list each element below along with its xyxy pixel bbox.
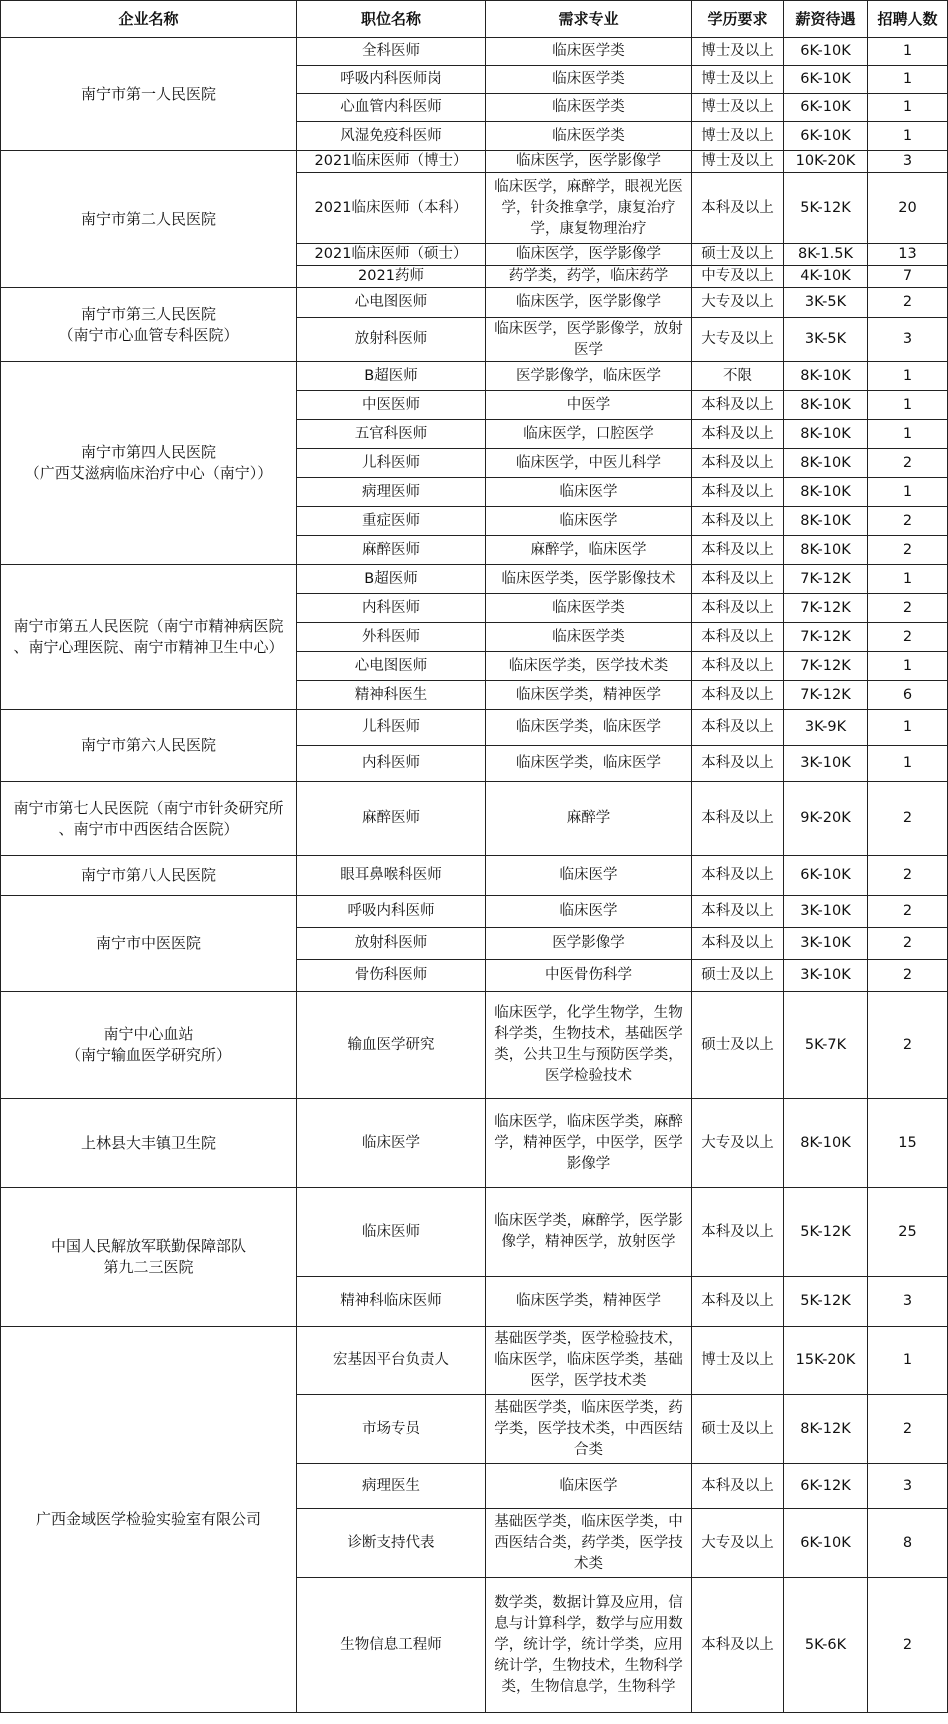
salary-cell: 6K-10K [784, 66, 868, 94]
salary-cell: 8K-10K [784, 362, 868, 391]
major-cell: 临床医学 [486, 856, 692, 896]
salary-cell: 3K-5K [784, 318, 868, 362]
job-title-cell: 骨伤科医师 [297, 960, 486, 992]
job-title-cell: 临床医师 [297, 1188, 486, 1277]
company-name-cell [1, 710, 297, 782]
job-title-cell: 呼吸内科医师 [297, 896, 486, 928]
headcount-cell: 3 [868, 318, 948, 362]
job-title-cell: 全科医师 [297, 38, 486, 66]
table-row [1, 1099, 948, 1188]
salary-cell: 7K-12K [784, 623, 868, 652]
headcount-cell: 1 [868, 362, 948, 391]
major-cell: 中医学 [486, 391, 692, 420]
education-cell: 博士及以上 [692, 66, 784, 94]
headcount-cell: 7 [868, 266, 948, 288]
table-row [1, 38, 948, 66]
job-title-cell: 麻醉医师 [297, 536, 486, 565]
headcount-cell: 1 [868, 420, 948, 449]
salary-cell: 8K-10K [784, 1099, 868, 1188]
education-cell: 本科及以上 [692, 681, 784, 710]
major-cell: 基础医学类，临床医学类，药学类，医学技术类，中西医结合类 [486, 1395, 692, 1464]
company-name-line: 第九二三医院 [103, 1258, 194, 1276]
major-cell: 临床医学类 [486, 594, 692, 623]
major-cell: 临床医学类 [486, 94, 692, 122]
job-title-cell: 内科医师 [297, 594, 486, 623]
company-name-line: （南宁输血医学研究所） [65, 1046, 231, 1064]
education-cell: 本科及以上 [692, 1188, 784, 1277]
salary-cell: 6K-10K [784, 94, 868, 122]
education-cell: 大专及以上 [692, 1509, 784, 1578]
education-cell: 本科及以上 [692, 856, 784, 896]
job-title-cell: 输血医学研究 [297, 992, 486, 1099]
education-cell: 本科及以上 [692, 449, 784, 478]
education-cell: 本科及以上 [692, 391, 784, 420]
table-row [1, 1327, 948, 1395]
company-name-line: 南宁市第八人民医院 [80, 866, 216, 884]
major-cell: 临床医学 [486, 896, 692, 928]
headcount-cell: 1 [868, 478, 948, 507]
salary-cell: 3K-10K [784, 928, 868, 960]
company-name-line: 南宁市中医医院 [95, 934, 201, 952]
education-cell: 硕士及以上 [692, 992, 784, 1099]
job-title-cell: 儿科医师 [297, 449, 486, 478]
education-cell: 本科及以上 [692, 478, 784, 507]
salary-cell: 7K-12K [784, 594, 868, 623]
job-title-cell: 2021临床医师（本科） [297, 173, 486, 244]
education-cell: 本科及以上 [692, 507, 784, 536]
headcount-cell: 2 [868, 928, 948, 960]
headcount-cell: 2 [868, 1578, 948, 1713]
job-title-cell: 风湿免疫科医师 [297, 122, 486, 151]
company-name-line: （广西艾滋病临床治疗中心（南宁）） [24, 464, 273, 482]
major-cell: 临床医学类，临床医学 [486, 746, 692, 782]
salary-cell: 10K-20K [784, 151, 868, 173]
job-title-cell: 重症医师 [297, 507, 486, 536]
salary-cell: 9K-20K [784, 782, 868, 856]
headcount-cell: 25 [868, 1188, 948, 1277]
education-cell: 本科及以上 [692, 1277, 784, 1327]
job-title-cell: 诊断支持代表 [297, 1509, 486, 1578]
education-cell: 本科及以上 [692, 746, 784, 782]
job-title-cell: 精神科医生 [297, 681, 486, 710]
company-name-cell [1, 896, 297, 992]
company-name-cell [1, 1099, 297, 1188]
headcount-cell: 1 [868, 66, 948, 94]
company-name-line: 、南宁心理医院、南宁市精神卫生中心） [13, 638, 284, 656]
major-cell: 临床医学类 [486, 66, 692, 94]
headcount-cell: 3 [868, 1464, 948, 1509]
company-name-line: 广西金域医学检验实验室有限公司 [35, 1510, 261, 1528]
major-cell: 基础医学类，医学检验技术，临床医学，临床医学类，基础医学，医学技术类 [486, 1327, 692, 1395]
company-name-cell [1, 38, 297, 151]
table-row [1, 362, 948, 391]
headcount-cell: 1 [868, 94, 948, 122]
job-title-cell: 宏基因平台负责人 [297, 1327, 486, 1395]
salary-cell: 6K-10K [784, 38, 868, 66]
education-cell: 本科及以上 [692, 710, 784, 746]
major-cell: 临床医学类，麻醉学，医学影像学，精神医学，放射医学 [486, 1188, 692, 1277]
company-name-line: 南宁中心血站 [103, 1025, 194, 1043]
headcount-cell: 2 [868, 1395, 948, 1464]
education-cell: 硕士及以上 [692, 244, 784, 266]
company-name-line: 南宁市第二人民医院 [80, 209, 216, 228]
headcount-cell: 2 [868, 449, 948, 478]
job-title-cell: 麻醉医师 [297, 782, 486, 856]
headcount-cell: 2 [868, 960, 948, 992]
salary-cell: 5K-12K [784, 173, 868, 244]
job-title-cell: B超医师 [297, 362, 486, 391]
salary-cell: 3K-5K [784, 288, 868, 318]
education-cell: 博士及以上 [692, 38, 784, 66]
company-name-line: 南宁市第三人民医院 [80, 304, 216, 323]
education-cell: 本科及以上 [692, 536, 784, 565]
salary-cell: 5K-12K [784, 1188, 868, 1277]
salary-cell: 8K-10K [784, 449, 868, 478]
major-cell: 临床医学，医学影像学 [486, 244, 692, 266]
job-title-cell: 病理医生 [297, 1464, 486, 1509]
job-title-cell: 2021药师 [297, 266, 486, 288]
education-cell: 博士及以上 [692, 122, 784, 151]
salary-cell: 3K-9K [784, 710, 868, 746]
company-name-cell [1, 782, 297, 856]
major-cell: 临床医学，医学影像学，放射医学 [486, 318, 692, 362]
salary-cell: 8K-10K [784, 507, 868, 536]
education-cell: 本科及以上 [692, 782, 784, 856]
table-body [1, 38, 948, 1713]
major-cell: 医学影像学 [486, 928, 692, 960]
job-title-cell: 五官科医师 [297, 420, 486, 449]
major-cell: 临床医学，化学生物学，生物科学类，生物技术，基础医学类，公共卫生与预防医学类，医学检验技术 [486, 992, 692, 1099]
headcount-cell: 2 [868, 536, 948, 565]
salary-cell: 7K-12K [784, 565, 868, 594]
headcount-cell: 20 [868, 173, 948, 244]
salary-cell: 7K-12K [784, 652, 868, 681]
headcount-cell: 1 [868, 391, 948, 420]
headcount-cell: 2 [868, 856, 948, 896]
education-cell: 博士及以上 [692, 94, 784, 122]
company-name-line: 、南宁市中西医结合医院） [58, 819, 239, 838]
salary-cell: 4K-10K [784, 266, 868, 288]
major-cell: 临床医学，中医儿科学 [486, 449, 692, 478]
table-row [1, 288, 948, 318]
education-cell: 博士及以上 [692, 1327, 784, 1395]
education-cell: 本科及以上 [692, 1464, 784, 1509]
company-name-cell [1, 362, 297, 565]
header-company: 企业名称 [1, 1, 297, 38]
table-row [1, 565, 948, 594]
company-name-line: （南宁市心血管专科医院） [58, 325, 239, 344]
company-name-line: 南宁市第一人民医院 [80, 84, 216, 103]
major-cell: 临床医学，医学影像学 [486, 288, 692, 318]
major-cell: 临床医学类，精神医学 [486, 1277, 692, 1327]
table-row [1, 896, 948, 928]
major-cell: 临床医学类，医学影像技术 [486, 565, 692, 594]
education-cell: 本科及以上 [692, 594, 784, 623]
education-cell: 大专及以上 [692, 318, 784, 362]
education-cell: 硕士及以上 [692, 960, 784, 992]
major-cell: 临床医学类，精神医学 [486, 681, 692, 710]
education-cell: 本科及以上 [692, 652, 784, 681]
salary-cell: 8K-1.5K [784, 244, 868, 266]
salary-cell: 8K-10K [784, 536, 868, 565]
job-title-cell: 心血管内科医师 [297, 94, 486, 122]
headcount-cell: 6 [868, 681, 948, 710]
headcount-cell: 1 [868, 38, 948, 66]
salary-cell: 8K-10K [784, 478, 868, 507]
table-row [1, 1188, 948, 1277]
major-cell: 临床医学，临床医学类，麻醉学，精神医学，中医学，医学影像学 [486, 1099, 692, 1188]
headcount-cell: 2 [868, 623, 948, 652]
job-title-cell: 内科医师 [297, 746, 486, 782]
header-major: 需求专业 [486, 1, 692, 38]
job-title-cell: 精神科临床医师 [297, 1277, 486, 1327]
major-cell: 药学类，药学，临床药学 [486, 266, 692, 288]
job-title-cell: 生物信息工程师 [297, 1578, 486, 1713]
salary-cell: 5K-12K [784, 1277, 868, 1327]
major-cell: 数学类，数据计算及应用，信息与计算科学，数学与应用数学，统计学，统计学类，应用统计学，生物技术，生物科学类，生物信息学，生物科学 [486, 1578, 692, 1713]
job-title-cell: 中医医师 [297, 391, 486, 420]
job-title-cell: 儿科医师 [297, 710, 486, 746]
salary-cell: 6K-10K [784, 856, 868, 896]
education-cell: 不限 [692, 362, 784, 391]
major-cell: 临床医学，口腔医学 [486, 420, 692, 449]
job-title-cell: 心电图医师 [297, 652, 486, 681]
education-cell: 本科及以上 [692, 420, 784, 449]
job-title-cell: 放射科医师 [297, 928, 486, 960]
salary-cell: 7K-12K [784, 681, 868, 710]
header-education: 学历要求 [692, 1, 784, 38]
salary-cell: 3K-10K [784, 746, 868, 782]
education-cell: 本科及以上 [692, 173, 784, 244]
major-cell: 基础医学类，临床医学类，中西医结合类，药学类，医学技术类 [486, 1509, 692, 1578]
job-title-cell: 心电图医师 [297, 288, 486, 318]
header-count: 招聘人数 [868, 1, 948, 38]
table-row [1, 992, 948, 1099]
header-salary: 薪资待遇 [784, 1, 868, 38]
major-cell: 临床医学类 [486, 38, 692, 66]
salary-cell: 6K-10K [784, 1509, 868, 1578]
salary-cell: 3K-10K [784, 960, 868, 992]
major-cell: 麻醉学 [486, 782, 692, 856]
salary-cell: 8K-10K [784, 391, 868, 420]
headcount-cell: 1 [868, 652, 948, 681]
major-cell: 麻醉学，临床医学 [486, 536, 692, 565]
job-title-cell: 2021临床医师（博士） [297, 151, 486, 173]
job-title-cell: 呼吸内科医师岗 [297, 66, 486, 94]
education-cell: 中专及以上 [692, 266, 784, 288]
company-name-cell [1, 565, 297, 710]
education-cell: 博士及以上 [692, 151, 784, 173]
table-row [1, 710, 948, 746]
education-cell: 本科及以上 [692, 623, 784, 652]
header-job: 职位名称 [297, 1, 486, 38]
headcount-cell: 15 [868, 1099, 948, 1188]
education-cell: 本科及以上 [692, 896, 784, 928]
major-cell: 临床医学 [486, 1464, 692, 1509]
company-name-cell [1, 151, 297, 288]
education-cell: 本科及以上 [692, 1578, 784, 1713]
major-cell: 临床医学类，医学技术类 [486, 652, 692, 681]
company-name-cell [1, 1188, 297, 1327]
education-cell: 本科及以上 [692, 565, 784, 594]
headcount-cell: 3 [868, 1277, 948, 1327]
headcount-cell: 1 [868, 1327, 948, 1395]
table-row [1, 856, 948, 896]
major-cell: 临床医学 [486, 478, 692, 507]
headcount-cell: 1 [868, 565, 948, 594]
salary-cell: 5K-6K [784, 1578, 868, 1713]
headcount-cell: 2 [868, 288, 948, 318]
job-title-cell: 2021临床医师（硕士） [297, 244, 486, 266]
headcount-cell: 8 [868, 1509, 948, 1578]
job-title-cell: 临床医学 [297, 1099, 486, 1188]
salary-cell: 6K-12K [784, 1464, 868, 1509]
header-row [1, 1, 948, 38]
headcount-cell: 2 [868, 992, 948, 1099]
headcount-cell: 2 [868, 782, 948, 856]
company-name-cell [1, 1327, 297, 1713]
major-cell: 临床医学 [486, 507, 692, 536]
headcount-cell: 13 [868, 244, 948, 266]
major-cell: 临床医学类 [486, 122, 692, 151]
headcount-cell: 2 [868, 896, 948, 928]
company-name-line: 南宁市第五人民医院（南宁市精神病医院 [13, 617, 284, 635]
headcount-cell: 1 [868, 122, 948, 151]
salary-cell: 3K-10K [784, 896, 868, 928]
salary-cell: 8K-12K [784, 1395, 868, 1464]
company-name-line: 上林县大丰镇卫生院 [80, 1133, 216, 1152]
education-cell: 本科及以上 [692, 928, 784, 960]
major-cell: 临床医学，医学影像学 [486, 151, 692, 173]
salary-cell: 5K-7K [784, 992, 868, 1099]
salary-cell: 8K-10K [784, 420, 868, 449]
salary-cell: 15K-20K [784, 1327, 868, 1395]
headcount-cell: 1 [868, 710, 948, 746]
major-cell: 临床医学，麻醉学，眼视光医学，针灸推拿学，康复治疗学，康复物理治疗 [486, 173, 692, 244]
job-title-cell: 市场专员 [297, 1395, 486, 1464]
major-cell: 医学影像学，临床医学 [486, 362, 692, 391]
salary-cell: 6K-10K [784, 122, 868, 151]
headcount-cell: 2 [868, 507, 948, 536]
headcount-cell: 2 [868, 594, 948, 623]
table-row [1, 151, 948, 173]
company-name-cell [1, 856, 297, 896]
headcount-cell: 1 [868, 746, 948, 782]
job-title-cell: 外科医师 [297, 623, 486, 652]
company-name-line: 南宁市第七人民医院（南宁市针灸研究所 [13, 798, 284, 817]
job-title-cell: B超医师 [297, 565, 486, 594]
education-cell: 大专及以上 [692, 1099, 784, 1188]
major-cell: 中医骨伤科学 [486, 960, 692, 992]
company-name-line: 南宁市第四人民医院 [80, 443, 216, 461]
major-cell: 临床医学类，临床医学 [486, 710, 692, 746]
table-row [1, 782, 948, 856]
company-name-line: 中国人民解放军联勤保障部队 [50, 1237, 246, 1255]
job-title-cell: 病理医师 [297, 478, 486, 507]
headcount-cell: 3 [868, 151, 948, 173]
job-title-cell: 眼耳鼻喉科医师 [297, 856, 486, 896]
education-cell: 大专及以上 [692, 288, 784, 318]
major-cell: 临床医学类 [486, 623, 692, 652]
education-cell: 硕士及以上 [692, 1395, 784, 1464]
company-name-cell [1, 992, 297, 1099]
job-title-cell: 放射科医师 [297, 318, 486, 362]
company-name-cell [1, 288, 297, 362]
company-name-line: 南宁市第六人民医院 [80, 736, 216, 754]
